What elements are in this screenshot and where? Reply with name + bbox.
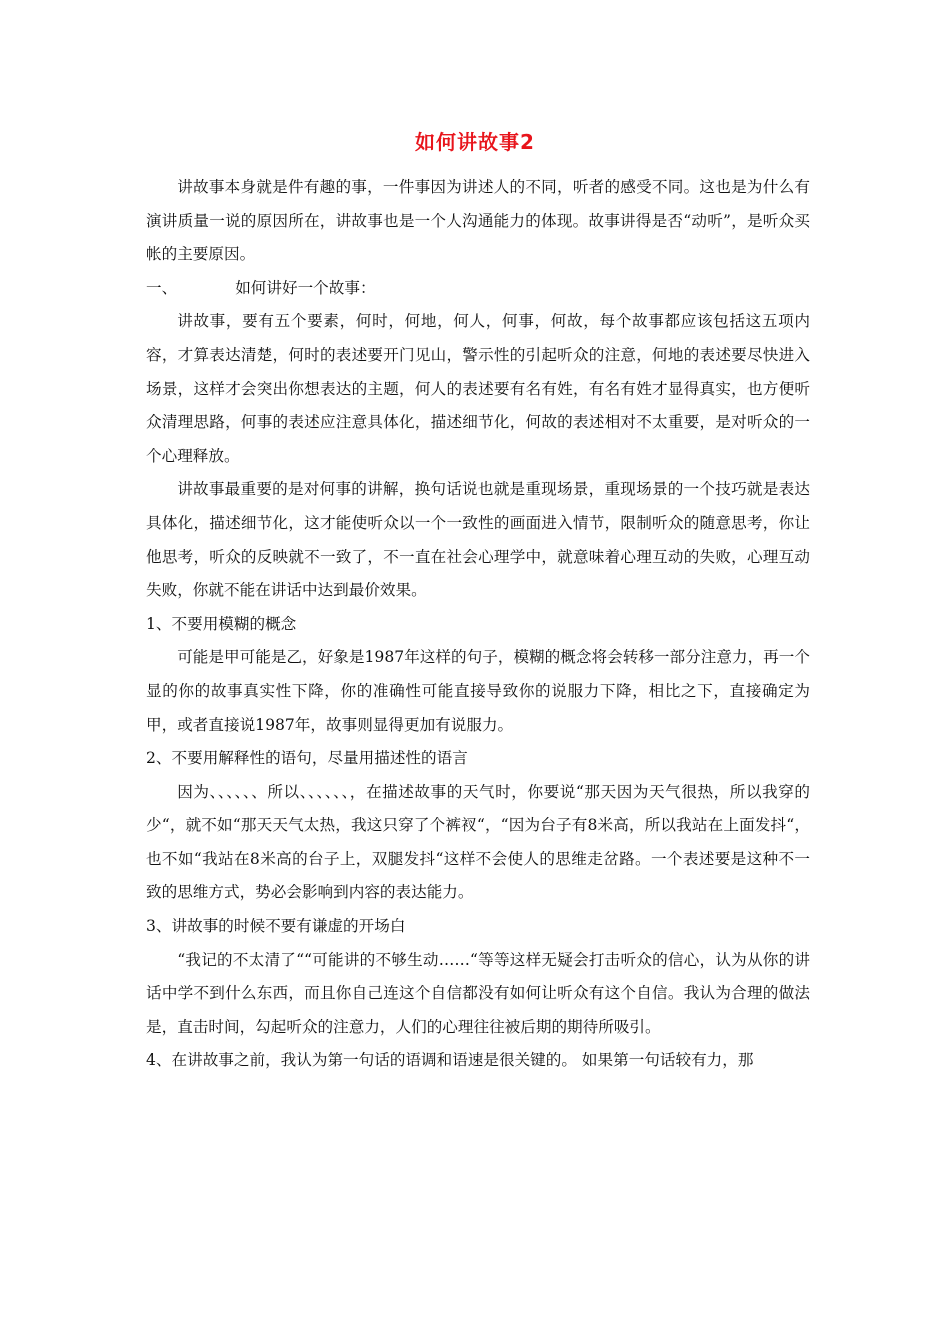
section-heading-1 xyxy=(146,272,810,306)
paragraph-opening-remarks: “我记的不太清了““可能讲的不够生动……“等等这样无疑会打击听众的信心，认为从你的讲话中学不到什么东西，而且你自己连这个自信都没有如何让听众有这个自信。我认为合理的做法是，直击时间，勾起听众的注意力，人们的心理往往被后期的期待所吸引。 xyxy=(146,950,810,1036)
paragraph-descriptive-language: 因为、、、、、、所以、、、、、、，在描述故事的天气时，你要说“那天因为天气很热，所以我穿的少“，就不如“那天天气太热，我这只穿了个裤衩“，“因为台子有8米高，所以我站在上面发抖“，也不如“我站在8米高的台子上，双腿发抖“这样不会使人的思维走岔路。一个表述要是这种不一致的思维方式，势必会影响到内容的表达能力。 xyxy=(146,782,810,902)
paragraph-vague-concepts: 可能是甲可能是乙，好象是1987年这样的句子，模糊的概念将会转移一部分注意力，再一个显的你的故事真实性下降，你的准确性可能直接导致你的说服力下降，相比之下，直接确定为甲，或者直接说1987年，故事则显得更加有说服力。 xyxy=(146,648,810,734)
subheading-2: 2、不要用解释性的语句，尽量用描述性的语言 xyxy=(146,749,468,768)
paragraph-intro: 讲故事本身就是件有趣的事，一件事因为讲述人的不同，听者的感受不同。这也是为什么有演讲质量一说的原因所在，讲故事也是一个人沟通能力的体现。故事讲得是否“动听”，是听众买帐的主要原因。 xyxy=(146,178,810,264)
subheading-3: 3、讲故事的时候不要有谦虚的开场白 xyxy=(146,917,406,936)
paragraph-five-elements: 讲故事，要有五个要素，何时，何地，何人，何事，何故，每个故事都应该包括这五项内容，才算表达清楚，何时的表述要开门见山，警示性的引起听众的注意，何地的表述要尽快进入场景，这样才会突出你想表达的主题，何人的表述要有名有姓，有名有姓才显得真实，也方便听众清理思路，何事的表述应注意具体化，描述细节化，何故的表述相对不太重要，是对听众的一个心理释放。 xyxy=(146,312,810,465)
document-body xyxy=(146,171,810,1078)
paragraph-key-point: 讲故事最重要的是对何事的讲解，换句话说也就是重现场景，重现场景的一个技巧就是表达具体化，描述细节化，这才能使听众以一个一致性的画面进入情节，限制听众的随意思考，你让他思考，听众的反映就不一致了，不一直在社会心理学中，就意味着心理互动的失败，心理互动失败，你就不能在讲话中达到最价效果。 xyxy=(146,480,810,600)
section-heading-number: 一、 xyxy=(146,278,178,297)
section-heading-text: 如何讲好一个故事： xyxy=(235,278,376,297)
subheading-1: 1、不要用模糊的概念 xyxy=(146,614,297,633)
document-title: 如何讲故事2 xyxy=(415,130,535,154)
subheading-4-line: 4、在讲故事之前，我认为第一句话的语调和语速是很关键的。 如果第一句话较有力，那 xyxy=(146,1051,754,1070)
